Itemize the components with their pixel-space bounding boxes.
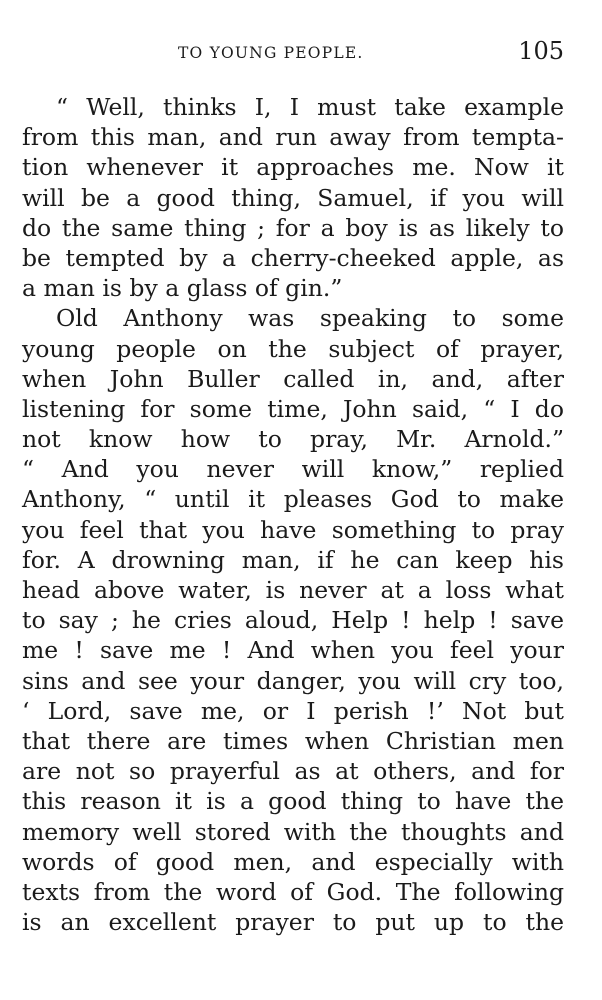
- text-line: me ! save me ! And when you feel your: [22, 636, 564, 665]
- text-line: from this man, and run away from tempta-: [22, 123, 564, 152]
- text-line: memory well stored with the thoughts and: [22, 817, 564, 846]
- text-line: will be a good thing, Samuel, if you will: [22, 183, 564, 212]
- text-line: head above water, is never at a loss what: [22, 576, 564, 604]
- text-line: tion whenever it approaches me. Now it: [22, 153, 564, 182]
- text-line: ‘ Lord, save me, or I perish !’ Not but: [22, 696, 564, 725]
- text-line: be tempted by a cherry-cheeked apple, as: [22, 243, 564, 272]
- text-line: young people on the subject of prayer,: [22, 334, 564, 363]
- text-line: a man is by a glass of gin.”: [22, 274, 343, 303]
- text-line: when John Buller called in, and, after: [22, 364, 564, 393]
- body-text: [22, 92, 564, 937]
- text-line: texts from the word of God. The following: [22, 877, 564, 906]
- text-line: sins and see your danger, you will cry too,: [22, 666, 564, 695]
- text-line: listening for some time, John said, “ I do: [22, 394, 564, 423]
- text-line: to say ; he cries aloud, Help ! help ! save: [22, 606, 564, 635]
- page-number: 105: [518, 37, 564, 65]
- text-line: is an excellent prayer to put up to the: [22, 908, 564, 937]
- running-title: TO YOUNG PEOPLE.: [178, 44, 364, 62]
- text-line: “ And you never will know,” replied: [22, 455, 564, 484]
- text-line: words of good men, and especially with: [22, 847, 564, 876]
- text-line: for. A drowning man, if he can keep his: [22, 545, 564, 574]
- text-line: that there are times when Christian men: [22, 726, 564, 755]
- text-line: you feel that you have something to pray: [22, 515, 564, 544]
- text-line: not know how to pray, Mr. Arnold.”: [22, 425, 564, 454]
- text-line: this reason it is a good thing to have the: [22, 787, 564, 816]
- text-line: are not so prayerful as at others, and for: [22, 757, 564, 786]
- text-line: Old Anthony was speaking to some: [56, 304, 564, 333]
- text-line: do the same thing ; for a boy is as likely to: [22, 213, 564, 242]
- text-line: Anthony, “ until it pleases God to make: [22, 485, 564, 514]
- text-line: “ Well, thinks I, I must take example: [56, 93, 564, 121]
